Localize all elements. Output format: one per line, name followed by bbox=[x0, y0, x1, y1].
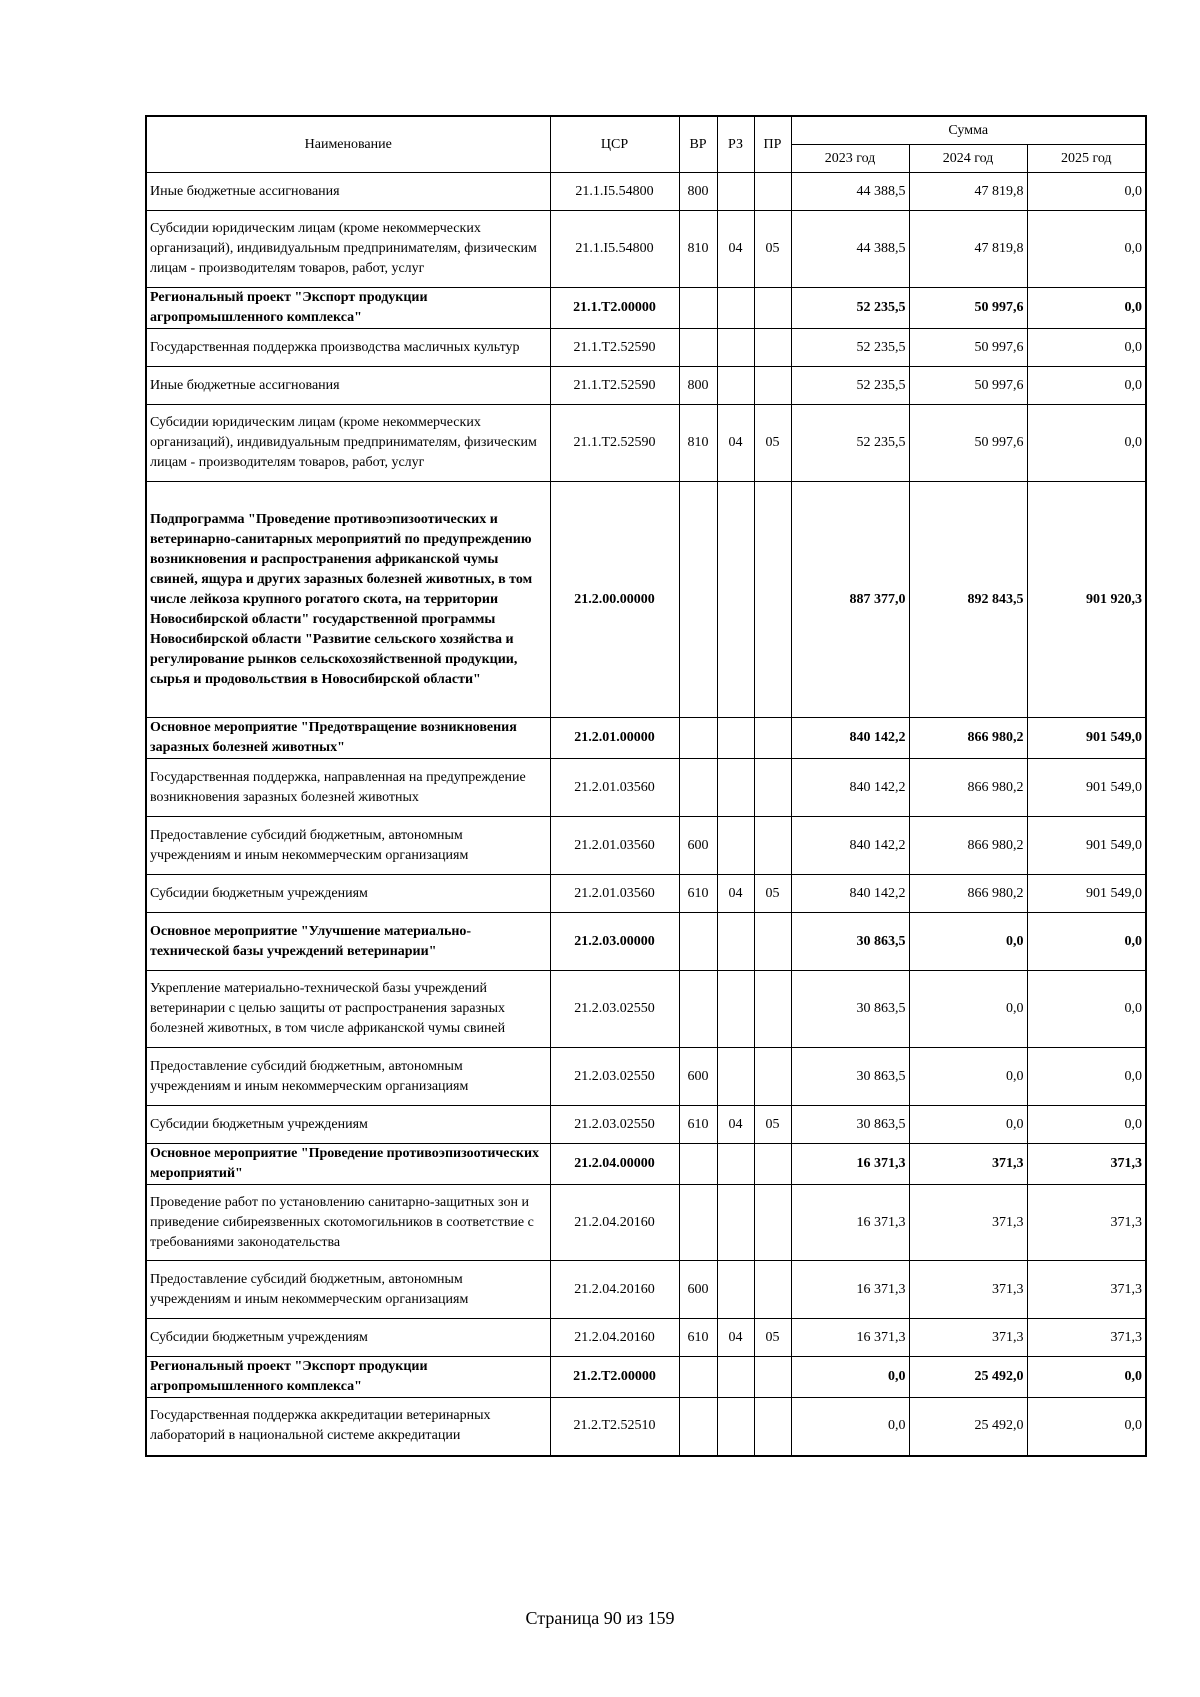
header-year-2024: 2024 год bbox=[909, 145, 1027, 173]
cell-2024: 866 980,2 bbox=[909, 875, 1027, 913]
cell-rz bbox=[717, 759, 754, 817]
cell-rz: 04 bbox=[717, 211, 754, 288]
table-row bbox=[146, 1106, 1146, 1144]
table-row bbox=[146, 1144, 1146, 1185]
cell-csr: 21.2.03.02550 bbox=[550, 971, 679, 1048]
cell-2025: 0,0 bbox=[1027, 1357, 1146, 1398]
cell-csr: 21.2.01.03560 bbox=[550, 759, 679, 817]
cell-rz: 04 bbox=[717, 1106, 754, 1144]
cell-2023: 840 142,2 bbox=[791, 817, 909, 875]
cell-rz bbox=[717, 1048, 754, 1106]
cell-csr: 21.2.04.20160 bbox=[550, 1261, 679, 1319]
cell-name: Основное мероприятие "Улучшение материально-технической базы учреждений ветеринарии" bbox=[146, 913, 550, 971]
cell-name: Государственная поддержка аккредитации ветеринарных лабораторий в национальной системе аккредитации bbox=[146, 1398, 550, 1456]
cell-rz: 04 bbox=[717, 1319, 754, 1357]
cell-pr: 05 bbox=[754, 405, 791, 482]
header-pr: ПР bbox=[754, 116, 791, 173]
cell-2024: 50 997,6 bbox=[909, 405, 1027, 482]
cell-csr: 21.2.04.20160 bbox=[550, 1185, 679, 1261]
cell-pr bbox=[754, 817, 791, 875]
cell-rz bbox=[717, 367, 754, 405]
cell-2023: 52 235,5 bbox=[791, 329, 909, 367]
cell-name: Субсидии бюджетным учреждениям bbox=[146, 875, 550, 913]
table-row bbox=[146, 1048, 1146, 1106]
cell-2024: 866 980,2 bbox=[909, 759, 1027, 817]
cell-pr bbox=[754, 329, 791, 367]
cell-vr bbox=[679, 482, 717, 718]
cell-2025: 0,0 bbox=[1027, 329, 1146, 367]
cell-rz bbox=[717, 1357, 754, 1398]
table-row bbox=[146, 1185, 1146, 1261]
cell-vr bbox=[679, 1185, 717, 1261]
cell-pr: 05 bbox=[754, 1106, 791, 1144]
cell-rz bbox=[717, 482, 754, 718]
cell-2025: 371,3 bbox=[1027, 1319, 1146, 1357]
cell-2025: 0,0 bbox=[1027, 211, 1146, 288]
table-row bbox=[146, 759, 1146, 817]
cell-csr: 21.1.Т2.00000 bbox=[550, 288, 679, 329]
cell-2024: 25 492,0 bbox=[909, 1357, 1027, 1398]
cell-2024: 50 997,6 bbox=[909, 367, 1027, 405]
cell-2023: 840 142,2 bbox=[791, 759, 909, 817]
cell-2024: 0,0 bbox=[909, 913, 1027, 971]
cell-2024: 0,0 bbox=[909, 971, 1027, 1048]
cell-name: Иные бюджетные ассигнования bbox=[146, 367, 550, 405]
cell-csr: 21.2.00.00000 bbox=[550, 482, 679, 718]
cell-rz bbox=[717, 971, 754, 1048]
cell-pr bbox=[754, 1261, 791, 1319]
cell-name: Предоставление субсидий бюджетным, автономным учреждениям и иным некоммерческим организациям bbox=[146, 817, 550, 875]
cell-2025: 901 549,0 bbox=[1027, 718, 1146, 759]
cell-2023: 52 235,5 bbox=[791, 288, 909, 329]
cell-2023: 44 388,5 bbox=[791, 173, 909, 211]
cell-2023: 840 142,2 bbox=[791, 718, 909, 759]
cell-pr bbox=[754, 1144, 791, 1185]
cell-pr: 05 bbox=[754, 1319, 791, 1357]
cell-csr: 21.1.Т2.52590 bbox=[550, 405, 679, 482]
cell-vr: 600 bbox=[679, 1048, 717, 1106]
cell-2025: 0,0 bbox=[1027, 367, 1146, 405]
header-name: Наименование bbox=[146, 116, 550, 173]
cell-2024: 50 997,6 bbox=[909, 329, 1027, 367]
cell-2023: 30 863,5 bbox=[791, 913, 909, 971]
cell-2023: 52 235,5 bbox=[791, 367, 909, 405]
cell-2023: 16 371,3 bbox=[791, 1144, 909, 1185]
cell-rz bbox=[717, 1185, 754, 1261]
table-row bbox=[146, 718, 1146, 759]
table-row bbox=[146, 1261, 1146, 1319]
cell-pr bbox=[754, 1185, 791, 1261]
cell-2025: 901 920,3 bbox=[1027, 482, 1146, 718]
cell-vr bbox=[679, 329, 717, 367]
cell-csr: 21.2.03.02550 bbox=[550, 1106, 679, 1144]
table-row bbox=[146, 211, 1146, 288]
table-header bbox=[146, 116, 1146, 173]
cell-vr bbox=[679, 759, 717, 817]
cell-pr: 05 bbox=[754, 211, 791, 288]
cell-rz bbox=[717, 329, 754, 367]
cell-name: Субсидии бюджетным учреждениям bbox=[146, 1106, 550, 1144]
cell-csr: 21.2.01.00000 bbox=[550, 718, 679, 759]
cell-name: Иные бюджетные ассигнования bbox=[146, 173, 550, 211]
cell-pr: 05 bbox=[754, 875, 791, 913]
cell-name: Субсидии бюджетным учреждениям bbox=[146, 1319, 550, 1357]
cell-rz bbox=[717, 718, 754, 759]
cell-vr: 610 bbox=[679, 1106, 717, 1144]
cell-2023: 0,0 bbox=[791, 1357, 909, 1398]
cell-vr: 810 bbox=[679, 405, 717, 482]
cell-csr: 21.1.I5.54800 bbox=[550, 173, 679, 211]
cell-2025: 0,0 bbox=[1027, 405, 1146, 482]
header-vr: ВР bbox=[679, 116, 717, 173]
cell-vr bbox=[679, 718, 717, 759]
page-footer: Страница 90 из 159 bbox=[525, 1608, 675, 1628]
cell-2024: 371,3 bbox=[909, 1319, 1027, 1357]
cell-2025: 0,0 bbox=[1027, 173, 1146, 211]
cell-2025: 0,0 bbox=[1027, 971, 1146, 1048]
cell-2024: 25 492,0 bbox=[909, 1398, 1027, 1456]
table-row bbox=[146, 817, 1146, 875]
cell-name: Основное мероприятие "Предотвращение возникновения заразных болезней животных" bbox=[146, 718, 550, 759]
cell-2025: 0,0 bbox=[1027, 288, 1146, 329]
cell-2023: 840 142,2 bbox=[791, 875, 909, 913]
cell-2025: 901 549,0 bbox=[1027, 817, 1146, 875]
table-row bbox=[146, 971, 1146, 1048]
cell-csr: 21.2.Т2.00000 bbox=[550, 1357, 679, 1398]
cell-rz bbox=[717, 1261, 754, 1319]
table-row bbox=[146, 1319, 1146, 1357]
cell-pr bbox=[754, 971, 791, 1048]
cell-csr: 21.2.Т2.52510 bbox=[550, 1398, 679, 1456]
cell-2023: 16 371,3 bbox=[791, 1319, 909, 1357]
cell-2024: 50 997,6 bbox=[909, 288, 1027, 329]
cell-2023: 44 388,5 bbox=[791, 211, 909, 288]
cell-name: Субсидии юридическим лицам (кроме некоммерческих организаций), индивидуальным предпринимателям, физическим лицам - производителям товаров, работ, услуг bbox=[146, 405, 550, 482]
cell-2024: 371,3 bbox=[909, 1261, 1027, 1319]
cell-2023: 16 371,3 bbox=[791, 1261, 909, 1319]
cell-2024: 866 980,2 bbox=[909, 817, 1027, 875]
cell-rz: 04 bbox=[717, 405, 754, 482]
cell-vr bbox=[679, 1144, 717, 1185]
cell-2024: 0,0 bbox=[909, 1106, 1027, 1144]
cell-2025: 0,0 bbox=[1027, 1048, 1146, 1106]
cell-csr: 21.2.03.00000 bbox=[550, 913, 679, 971]
cell-csr: 21.2.01.03560 bbox=[550, 817, 679, 875]
table-row bbox=[146, 1398, 1146, 1456]
cell-csr: 21.2.04.20160 bbox=[550, 1319, 679, 1357]
cell-2024: 371,3 bbox=[909, 1144, 1027, 1185]
table-row bbox=[146, 1357, 1146, 1398]
cell-pr bbox=[754, 1398, 791, 1456]
cell-name: Государственная поддержка производства масличных культур bbox=[146, 329, 550, 367]
cell-pr bbox=[754, 718, 791, 759]
cell-rz bbox=[717, 173, 754, 211]
cell-vr: 800 bbox=[679, 173, 717, 211]
cell-vr bbox=[679, 971, 717, 1048]
cell-vr: 610 bbox=[679, 875, 717, 913]
cell-pr bbox=[754, 913, 791, 971]
table-body bbox=[146, 173, 1146, 1456]
cell-2024: 47 819,8 bbox=[909, 173, 1027, 211]
cell-csr: 21.2.04.00000 bbox=[550, 1144, 679, 1185]
cell-pr bbox=[754, 759, 791, 817]
cell-2024: 0,0 bbox=[909, 1048, 1027, 1106]
cell-pr bbox=[754, 173, 791, 211]
cell-rz bbox=[717, 288, 754, 329]
header-year-2025: 2025 год bbox=[1027, 145, 1146, 173]
cell-2025: 371,3 bbox=[1027, 1185, 1146, 1261]
cell-2023: 30 863,5 bbox=[791, 1048, 909, 1106]
cell-name: Субсидии юридическим лицам (кроме некоммерческих организаций), индивидуальным предпринимателям, физическим лицам - производителям товаров, работ, услуг bbox=[146, 211, 550, 288]
cell-2025: 0,0 bbox=[1027, 913, 1146, 971]
cell-pr bbox=[754, 288, 791, 329]
cell-vr bbox=[679, 913, 717, 971]
cell-2023: 52 235,5 bbox=[791, 405, 909, 482]
cell-2025: 0,0 bbox=[1027, 1398, 1146, 1456]
cell-name: Региональный проект "Экспорт продукции агропромышленного комплекса" bbox=[146, 288, 550, 329]
cell-2024: 47 819,8 bbox=[909, 211, 1027, 288]
cell-csr: 21.2.03.02550 bbox=[550, 1048, 679, 1106]
cell-rz bbox=[717, 913, 754, 971]
cell-name: Государственная поддержка, направленная на предупреждение возникновения заразных болезней животных bbox=[146, 759, 550, 817]
cell-2023: 887 377,0 bbox=[791, 482, 909, 718]
cell-csr: 21.1.I5.54800 bbox=[550, 211, 679, 288]
cell-2023: 30 863,5 bbox=[791, 971, 909, 1048]
cell-vr: 600 bbox=[679, 817, 717, 875]
cell-pr bbox=[754, 1357, 791, 1398]
cell-vr: 800 bbox=[679, 367, 717, 405]
table-row bbox=[146, 875, 1146, 913]
cell-2023: 0,0 bbox=[791, 1398, 909, 1456]
cell-2025: 371,3 bbox=[1027, 1261, 1146, 1319]
table-row bbox=[146, 173, 1146, 211]
table-row bbox=[146, 482, 1146, 718]
cell-csr: 21.1.Т2.52590 bbox=[550, 367, 679, 405]
table-row bbox=[146, 405, 1146, 482]
cell-2024: 892 843,5 bbox=[909, 482, 1027, 718]
cell-pr bbox=[754, 1048, 791, 1106]
budget-table bbox=[145, 115, 1147, 1457]
cell-name: Основное мероприятие "Проведение противоэпизоотических мероприятий" bbox=[146, 1144, 550, 1185]
cell-rz bbox=[717, 1144, 754, 1185]
header-rz: РЗ bbox=[717, 116, 754, 173]
table-row bbox=[146, 913, 1146, 971]
cell-vr: 810 bbox=[679, 211, 717, 288]
table-row bbox=[146, 367, 1146, 405]
cell-rz: 04 bbox=[717, 875, 754, 913]
cell-rz bbox=[717, 817, 754, 875]
header-year-2023: 2023 год bbox=[791, 145, 909, 173]
cell-name: Подпрограмма "Проведение противоэпизоотических и ветеринарно-санитарных мероприятий по предупреждению возникновения и распространения африканской чумы свиней, ящура и других заразных болезней животных, в том числе лейкоза крупного рогатого скота, на территории Новосибирской области" государственной программы Новосибирской области "Развитие сельского хозяйства и регулирование рынков сельскохозяйственной продукции, сырья и продовольствия в Новосибирской области" bbox=[146, 482, 550, 718]
cell-name: Предоставление субсидий бюджетным, автономным учреждениям и иным некоммерческим организациям bbox=[146, 1261, 550, 1319]
cell-vr: 600 bbox=[679, 1261, 717, 1319]
table-row bbox=[146, 329, 1146, 367]
header-sum: Сумма bbox=[791, 116, 1146, 145]
cell-2024: 371,3 bbox=[909, 1185, 1027, 1261]
cell-vr bbox=[679, 288, 717, 329]
cell-pr bbox=[754, 367, 791, 405]
cell-2023: 30 863,5 bbox=[791, 1106, 909, 1144]
cell-2023: 16 371,3 bbox=[791, 1185, 909, 1261]
cell-vr: 610 bbox=[679, 1319, 717, 1357]
cell-pr bbox=[754, 482, 791, 718]
cell-csr: 21.1.Т2.52590 bbox=[550, 329, 679, 367]
cell-2025: 371,3 bbox=[1027, 1144, 1146, 1185]
cell-2025: 0,0 bbox=[1027, 1106, 1146, 1144]
cell-name: Укрепление материально-технической базы учреждений ветеринарии с целью защиты от распространения заразных болезней животных, в том числе африканской чумы свиней bbox=[146, 971, 550, 1048]
cell-vr bbox=[679, 1398, 717, 1456]
cell-csr: 21.2.01.03560 bbox=[550, 875, 679, 913]
cell-2025: 901 549,0 bbox=[1027, 875, 1146, 913]
cell-vr bbox=[679, 1357, 717, 1398]
table-row bbox=[146, 288, 1146, 329]
cell-name: Проведение работ по установлению санитарно-защитных зон и приведение сибиреязвенных скотомогильников в соответствие с требованиями законодательства bbox=[146, 1185, 550, 1261]
cell-2025: 901 549,0 bbox=[1027, 759, 1146, 817]
cell-name: Региональный проект "Экспорт продукции агропромышленного комплекса" bbox=[146, 1357, 550, 1398]
cell-name: Предоставление субсидий бюджетным, автономным учреждениям и иным некоммерческим организациям bbox=[146, 1048, 550, 1106]
cell-2024: 866 980,2 bbox=[909, 718, 1027, 759]
cell-rz bbox=[717, 1398, 754, 1456]
header-csr: ЦСР bbox=[550, 116, 679, 173]
